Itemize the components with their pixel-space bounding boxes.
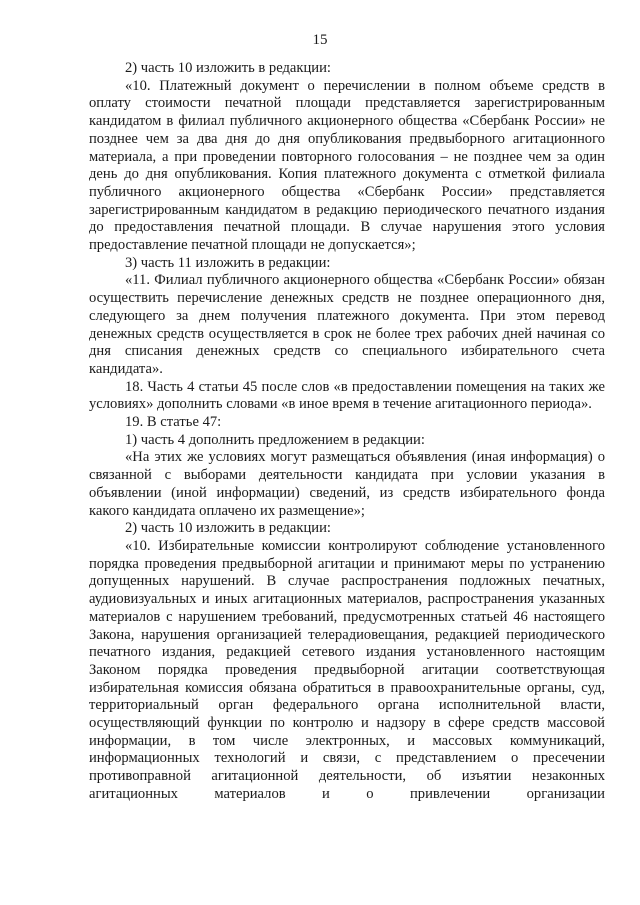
paragraph-part-10-text: «10. Платежный документ о перечислении в полном объеме средств в оплату стоимости печатной площади представляется зарегистрированным кандидатом в филиал публичного акционерного общества «Сбербанк России» не позднее чем за два дня до дня опубликования предвыборного агитационного материала, а при проведении повторного голосования – не позднее чем за один день до дня опубликования. Копия платежного документа с отметкой филиала публичного акционерного общества «Сбербанк России» представляется зарегистрированным кандидатом в редакцию периодического печатного издания до предоставления печатной площади. В случае нарушения этого условия предоставление печатной площади не допускается»; — [89, 77, 605, 254]
paragraph-item-19: 19. В статье 47: — [125, 414, 222, 431]
page-number: 15 — [312, 32, 328, 48]
paragraph-part-10-heading: 2) часть 10 изложить в редакции: — [125, 60, 331, 76]
paragraph-part-10-art47-text: «10. Избирательные комиссии контролируют соблюдение установленного порядка проведения предвыборной агитации и принимают меры по устранению допущенных нарушений. В случае распространения подложных печатных, аудиовизуальных и иных агитационных материалов, распространения указанных материалов с нарушением требований, предусмотренных статьей 46 настоящего Закона, нарушения организацией телерадиовещания, редакцией периодического печатного издания, редакцией сетевого издания установленного настоящим Законом порядка проведения предвыборной агитации соответствующая избирательная комиссия обязана обратиться в правоохранительные органы, суд, территориальный орган федерального органа исполнительной власти, осуществляющий функции по контролю и надзору в сфере средств массовой информации, в том числе электронных, и массовых коммуникаций, информационных технологий и связи, с представлением о пресечении противоправной агитационной деятельности, об изъятии незаконных агитационных материалов и о привлечении организации — [89, 537, 605, 802]
paragraph-part-11-heading: 3) часть 11 изложить в редакции: — [125, 254, 331, 271]
paragraph-part-4-text: «На этих же условиях могут размещаться объявления (иная информация) о связанной с выборами деятельности кандидата при условии указания в объявлении (иной информации) сведений, из средств избирательного фонда какого кандидата оплачено их размещение»; — [89, 449, 605, 519]
paragraph-part-4-heading: 1) часть 4 дополнить предложением в редакции: — [125, 431, 425, 448]
document-body — [89, 60, 605, 804]
paragraph-item-18: 18. Часть 4 статьи 45 после слов «в предоставлении помещения на таких же условиях» дополнить словами «в иное время в течение агитационного периода». — [89, 378, 605, 413]
paragraph-part-10-art47-heading: 2) часть 10 изложить в редакции: — [125, 520, 331, 537]
paragraph-part-11-text: «11. Филиал публичного акционерного общества «Сбербанк России» обязан осуществить перечисление денежных средств не позднее операционного дня, следующего за днем получения платежного документа. При этом перевод денежных средств осуществляется в срок не более трех рабочих дней начиная со дня списания денежных средств со специального избирательного счета кандидата». — [89, 272, 605, 377]
